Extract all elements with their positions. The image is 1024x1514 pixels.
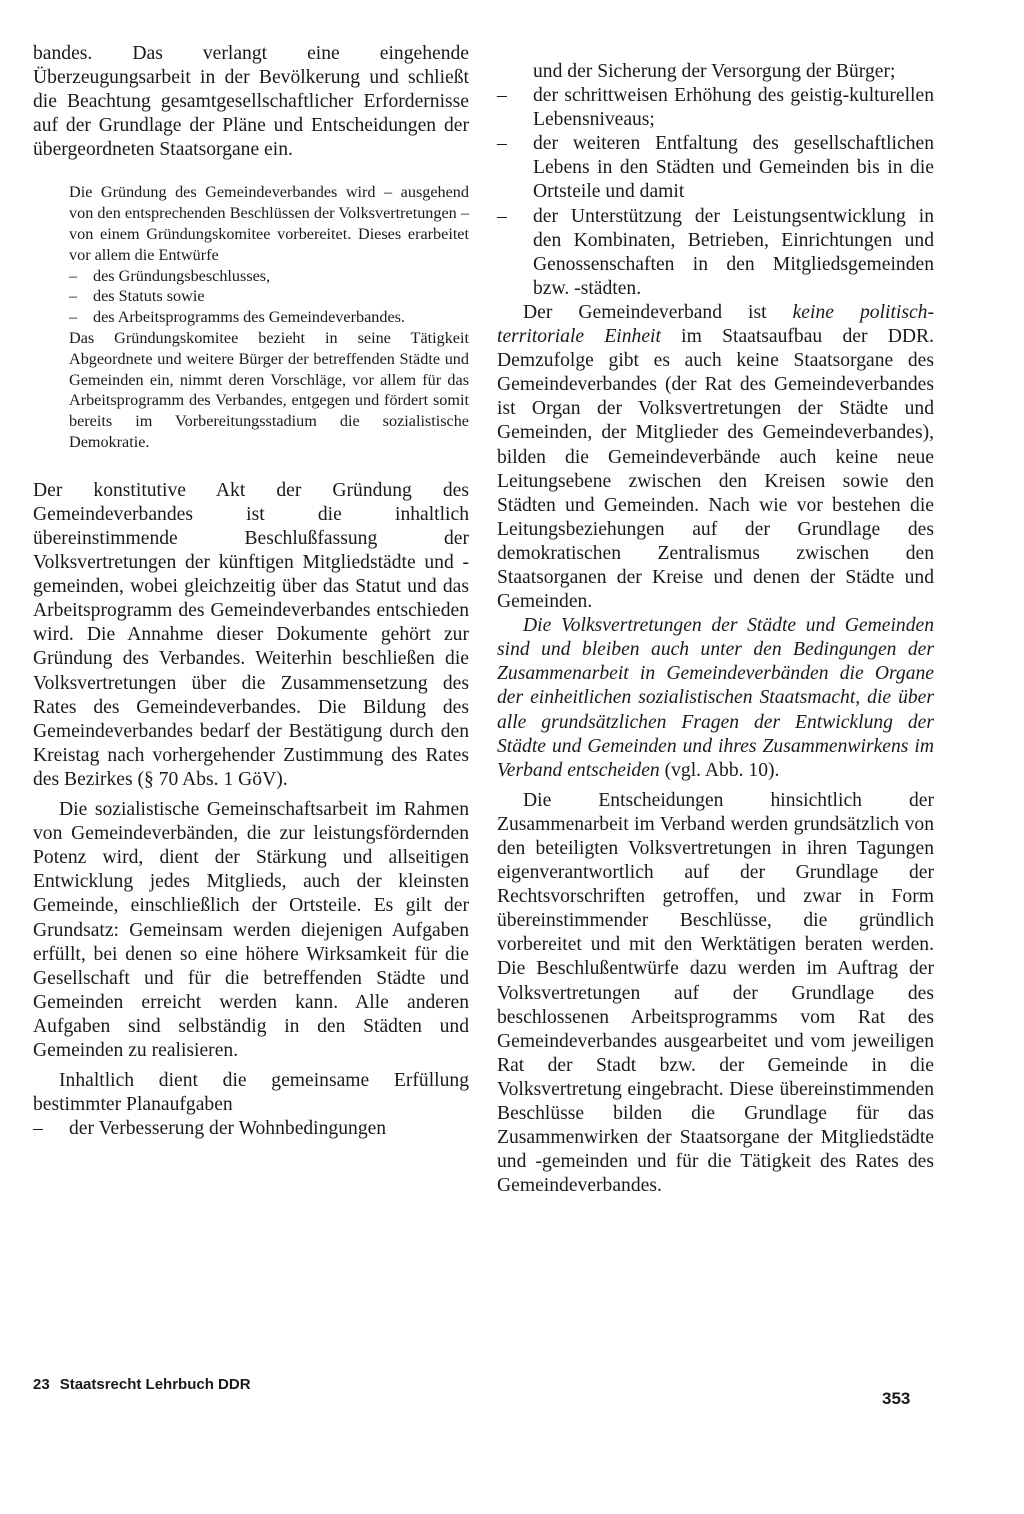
paragraph: bandes. Das verlangt eine eingehende Überzeugungsarbeit in der Bevölkerung und schließt die Beachtung gesamtgesellschaftlicher Erfordernisse auf der Grundlage der Pläne und Entscheidungen der übergeordneten Staatsorgane ein.	[33, 43, 469, 161]
small-print-block	[69, 182, 469, 452]
page-number: 353	[882, 1389, 911, 1408]
list-item: – der weiteren Entfaltung des gesellschaftlichen Lebens in den Städten und Gemeinden bis in die Ortsteile und damit	[497, 133, 934, 203]
emphasis: keine politisch-territoriale Einheit	[497, 301, 934, 348]
signature-number: 23	[33, 1376, 50, 1393]
list-item-continuation: und der Sicherung der Versorgung der Bürger;	[533, 61, 896, 82]
dash-marker: –	[69, 266, 78, 285]
dash-marker: –	[69, 287, 78, 306]
small-paragraph: Das Gründungskomitee bezieht in seine Tätigkeit Abgeordnete und weitere Bürger der betreffenden Städte und Gemeinden ein, nimmt deren Vorschläge, vor allem für das Arbeitsprogramm des Verbandes, entgegen und fördert somit bereits im Vorbereitungsstadium die sozialistische Demokratie.	[69, 329, 469, 452]
emphasis: Die Volksvertretungen der Städte und Gemeinden sind und bleiben auch unter den Bedingungen der Zusammenarbeit in Gemeindeverbänden die Organe der einheitlichen sozialistischen Staatsmacht, die über alle grundsätzlichen Fragen der Entwicklung der Städte und Gemeinden und ihres Zusammenwirkens im Verband entscheiden	[497, 615, 934, 781]
paragraph: Der Gemeindeverband ist keine politisch-territoriale Einheit im Staatsaufbau der DDR. Demzufolge gibt es auch keine Staatsorgane des Gemeindeverbandes (der Rat des Gemeindeverbandes ist Organ der Volksvertretungen der Städte und Gemeinden, der Mitglieder des Gemeindeverbandes), bilden die Gemeindeverbände auch keine neue Leitungsebene zwischen den Kreisen sowie den Städten und Gemeinden. Nach wie vor bestehen die Leitungsbeziehungen auf der Grundlage des demokratischen Zentralismus zwischen den Staatsorganen der Kreise und denen der Städte und Gemeinden.	[497, 301, 934, 613]
right-column	[497, 60, 934, 1198]
dash-marker: –	[497, 85, 507, 107]
list-item: – des Statuts sowie	[69, 287, 205, 306]
dash-marker: –	[69, 308, 78, 327]
list-item: – des Gründungsbeschlusses,	[69, 266, 271, 285]
paragraph: Die sozialistische Gemeinschaftsarbeit im Rahmen von Gemeindeverbänden, die zur leistungsfördernden Potenz wird, dient der Stärkung und allseitigen Entwicklung jedes Mitglieds, auch der kleinsten Gemeinde, einschließlich der Ortsteile. Es gilt der Grundsatz: Gemeinsam werden diejenigen Aufgaben erfüllt, bei denen so eine höhere Wirksamkeit für die Gesellschaft und für die betreffenden Städte und Gemeinden erreicht werden kann. Alle anderen Aufgaben sind selbständig in den Städten und Gemeinden zu realisieren.	[33, 799, 469, 1061]
dash-marker: –	[33, 1118, 43, 1140]
paragraph: Die Volksvertretungen der Städte und Gemeinden sind und bleiben auch unter den Bedingungen der Zusammenarbeit in Gemeindeverbänden die Organe der einheitlichen sozialistischen Staatsmacht, die über alle grundsätzlichen Fragen der Entwicklung der Städte und Gemeinden und ihres Zusammenwirkens im Verband entscheiden (vgl. Abb. 10).	[497, 615, 934, 781]
small-paragraph: Die Gründung des Gemeindeverbandes wird – ausgehend von den entsprechenden Beschlüssen der Volksvertretungen – von einem Gründungskomitee vorbereitet. Dieses erarbeitet vor allem die Entwürfe	[69, 183, 469, 264]
dash-marker: –	[497, 133, 507, 155]
list-item: – der schrittweisen Erhöhung des geistig-kulturellen Lebensniveaus;	[497, 85, 934, 131]
footer-signature	[33, 1376, 251, 1393]
list-item: – der Verbesserung der Wohnbedingungen	[33, 1117, 469, 1141]
paragraph: Der konstitutive Akt der Gründung des Gemeindeverbandes ist die inhaltlich übereinstimmende Beschlußfassung der Volksvertretungen der künftigen Mitgliedstädte und -gemeinden, wobei gleichzeitig über das Statut und das Arbeitsprogramm des Gemeindeverbandes entschieden wird. Die Annahme dieser Dokumente gehört zur Gründung des Verbandes. Weiterhin beschließen die Volksvertretungen über die Zusammensetzung des Rates des Gemeindeverbandes. Die Bildung des Gemeindeverbandes bedarf der Bestätigung durch den Kreistag nach vorhergehender Zustimmung des Rates des Bezirkes (§ 70 Abs. 1 GöV).	[33, 479, 469, 790]
paragraph: Inhaltlich dient die gemeinsame Erfüllung bestimmter Planaufgaben	[33, 1070, 469, 1116]
paragraph: Die Entscheidungen hinsichtlich der Zusammenarbeit im Verband werden grundsätzlich von den beteiligten Volksvertretungen in ihren Tagungen eigenverantwortlich auf der Grundlage der Rechtsvorschriften getroffen, und zwar in Form übereinstimmender Beschlüsse, die gründlich vorbereitet und mit den Werktätigen beraten werden. Die Beschlußentwürfe dazu werden im Auftrag der Volksvertretungen auf der Grundlage des beschlossenen Arbeitsprogramms vom Rat des Gemeindeverbandes ausgearbeitet und vom jeweiligen Rat der Stadt bzw. der Gemeinde in die Volksvertretung eingebracht. Diese übereinstimmenden Beschlüsse bilden die Grundlage für das Zusammenwirken der Staatsorgane der Mitgliedstädte und -gemeinden und für die Tätigkeit des Rates des Gemeindeverbandes.	[497, 789, 934, 1197]
book-title: Staatsrecht Lehrbuch DDR	[59, 1376, 251, 1393]
list-item: – des Arbeitsprogramms des Gemeindeverbandes.	[69, 308, 405, 327]
left-column	[33, 42, 469, 1141]
list-item: – der Unterstützung der Leistungsentwicklung in den Kombinaten, Betrieben, Einrichtungen und Genossenschaften in den Mitgliedsgemeinden bzw. -städten.	[497, 205, 934, 299]
dash-marker: –	[497, 205, 507, 227]
